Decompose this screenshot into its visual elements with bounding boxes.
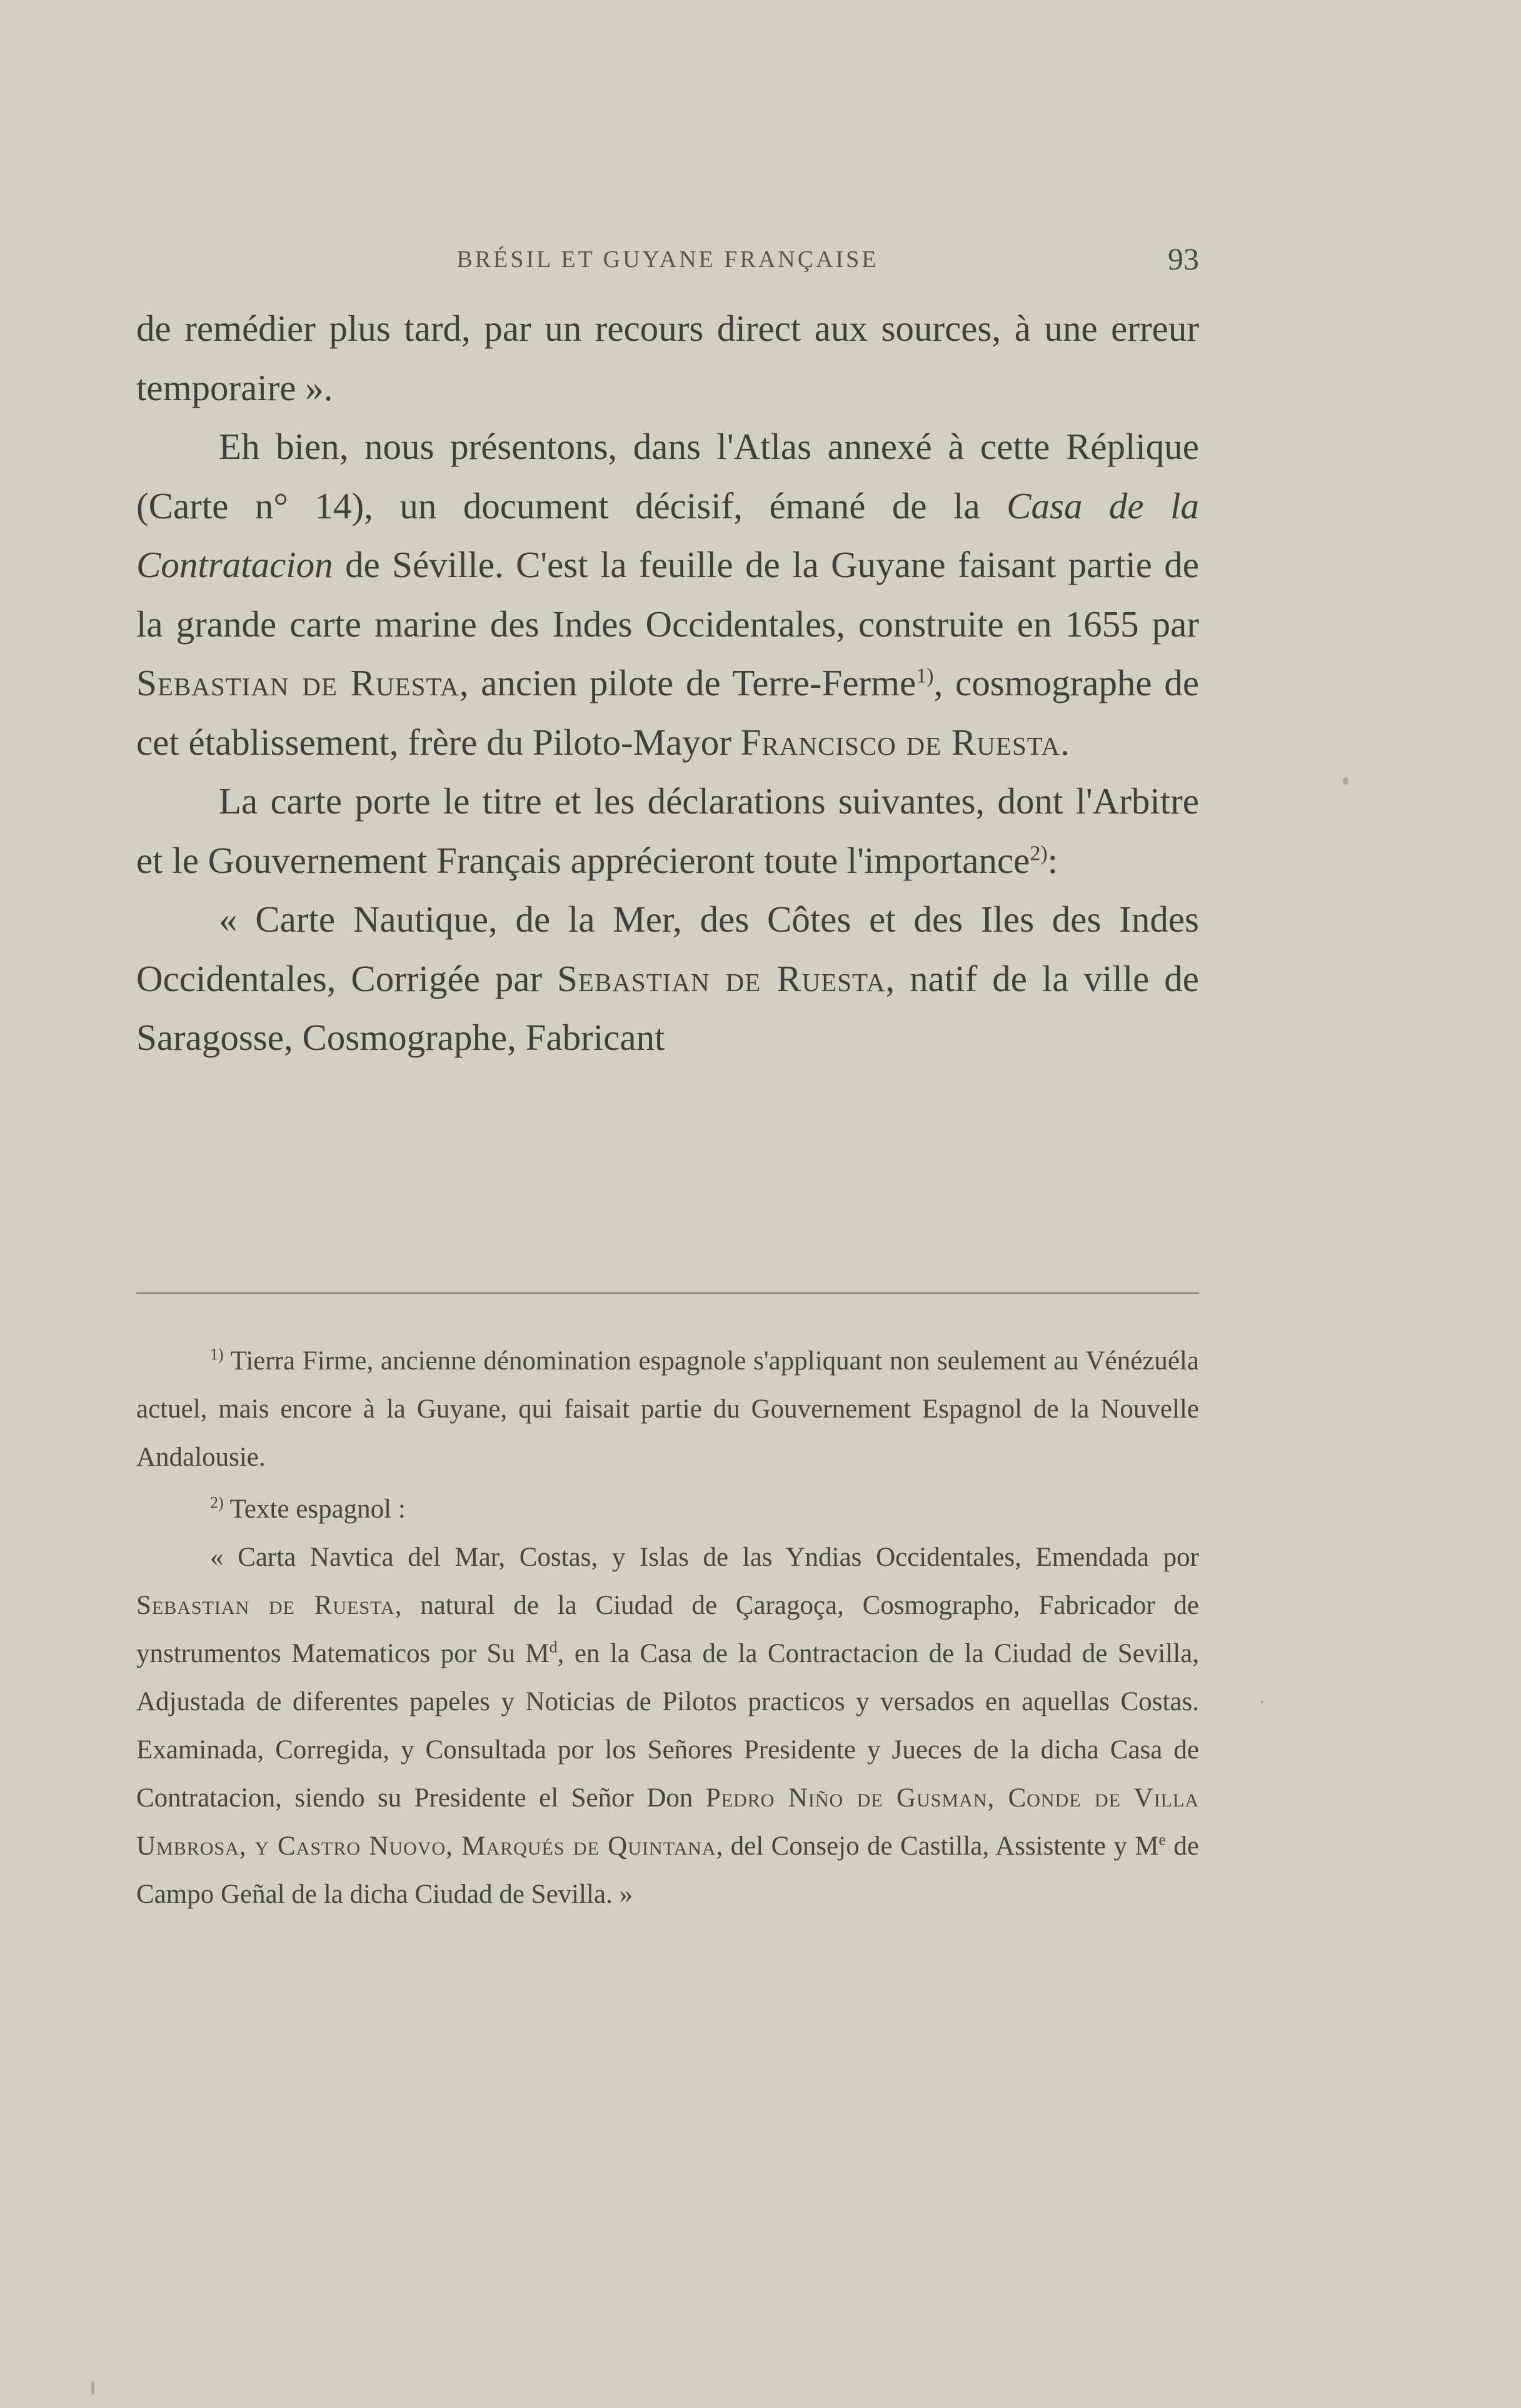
quote-name-pedro-nino: Pedro Niño de Gusman, Conde de Villa Umbrosa, y Castro Nuovo, Marqués de Quintana bbox=[136, 1783, 1199, 1861]
footnotes bbox=[136, 1337, 1199, 1918]
footnote-1-marker: 1) bbox=[210, 1345, 224, 1364]
paper-speck bbox=[91, 2381, 94, 2395]
paragraph-2-text-b: de Séville. C'est la feuille de la Guyane faisant partie de la grande carte marine des Indes Occidentales, construite en 1655 par bbox=[136, 544, 1199, 645]
quote-superscript-e: e bbox=[1158, 1830, 1166, 1849]
page-number: 93 bbox=[1168, 241, 1199, 276]
paragraph-2-text-d: , cosmographe de cet établissement, frère du Piloto-Mayor bbox=[136, 662, 1200, 763]
footnote-2-marker: 2) bbox=[210, 1493, 224, 1512]
paragraph-4-text-b: , natif de la ville de Saragosse, Cosmographe, Fabricant bbox=[136, 957, 1199, 1058]
paragraph-3-text-a: La carte porte le titre et les déclarations suivantes, dont l'Arbitre et le Gouvernement Français apprécieront toute l'importance bbox=[136, 780, 1199, 881]
footnote-ref-2: 2) bbox=[1030, 841, 1048, 865]
footnote-2-quote bbox=[136, 1533, 1199, 1918]
footnote-2-text: Texte espagnol : bbox=[223, 1494, 406, 1524]
footnote-ref-1: 1) bbox=[916, 664, 934, 688]
quote-text-a: « Carta Navtica del Mar, Costas, y Islas de las Yndias Occidentales, Emendada por bbox=[210, 1543, 1199, 1572]
running-head bbox=[136, 241, 1199, 278]
quote-name-ruesta: Sebastian de Ruesta bbox=[136, 1591, 395, 1620]
name-sebastian-de-ruesta-2: Sebastian de Ruesta bbox=[557, 957, 886, 999]
paragraph-2-text-e: . bbox=[1060, 721, 1070, 763]
quote-text-b: , natural de la Ciudad de Çaragoça, Cosmographo, Fabricador de ynstrumentos Matematicos por Su M bbox=[136, 1591, 1200, 1668]
paragraph-3 bbox=[136, 772, 1199, 890]
paper-speck bbox=[1261, 1701, 1263, 1703]
paragraph-2-text-c: , ancien pilote de Terre-Ferme bbox=[459, 662, 916, 703]
running-title: BRÉSIL ET GUYANE FRANÇAISE bbox=[456, 246, 879, 273]
casa-title: Casa de la Contratacion bbox=[136, 485, 1199, 585]
paragraph-1-text: de remédier plus tard, par un recours direct aux sources, à une erreur temporaire ». bbox=[136, 308, 1199, 408]
paragraph-4-text-a: « Carte Nautique, de la Mer, des Côtes et des Iles des Indes Occidentales, Corrigée par bbox=[136, 899, 1199, 999]
main-text bbox=[136, 299, 1199, 1067]
footnote-2 bbox=[136, 1485, 1199, 1533]
paper-speck bbox=[1343, 777, 1348, 785]
paragraph-2-text-a: Eh bien, nous présentons, dans l'Atlas annexé à cette Réplique (Carte n° 14), un document décisif, émané de la bbox=[136, 426, 1199, 526]
paragraph-4 bbox=[136, 890, 1199, 1067]
name-francisco-de-ruesta: Francisco de Ruesta bbox=[740, 721, 1061, 763]
footnote-1 bbox=[136, 1337, 1199, 1481]
quote-text-e: de Campo Geñal de la dicha Ciudad de Sevilla. » bbox=[136, 1831, 1199, 1909]
footnote-rule bbox=[136, 1292, 1199, 1294]
paragraph-3-text-b: : bbox=[1047, 839, 1058, 881]
name-sebastian-de-ruesta: Sebastian de Ruesta bbox=[136, 662, 459, 703]
footnote-1-text: Tierra Firme, ancienne dénomination espagnole s'appliquant non seulement au Vénézuéla actuel, mais encore à la Guyane, qui faisait partie du Gouvernement Espagnol de la Nouvelle Andalousie. bbox=[136, 1346, 1199, 1472]
quote-superscript-d: d bbox=[549, 1638, 558, 1656]
quote-text-d: , del Consejo de Castilla, Assistente y M bbox=[716, 1831, 1159, 1861]
quote-text-c: , en la Casa de la Contractacion de la Ciudad de Sevilla, Adjustada de diferentes papeles y Noticias de Pilotos practicos y versados en aquellas Costas. Examinada, Corregida, y Consultada por los Señores Presidente y Jueces de la dicha Casa de Contratacion, siendo su Presidente el Señor Don bbox=[136, 1639, 1199, 1813]
paragraph-2 bbox=[136, 417, 1199, 772]
paragraph-1 bbox=[136, 299, 1199, 417]
